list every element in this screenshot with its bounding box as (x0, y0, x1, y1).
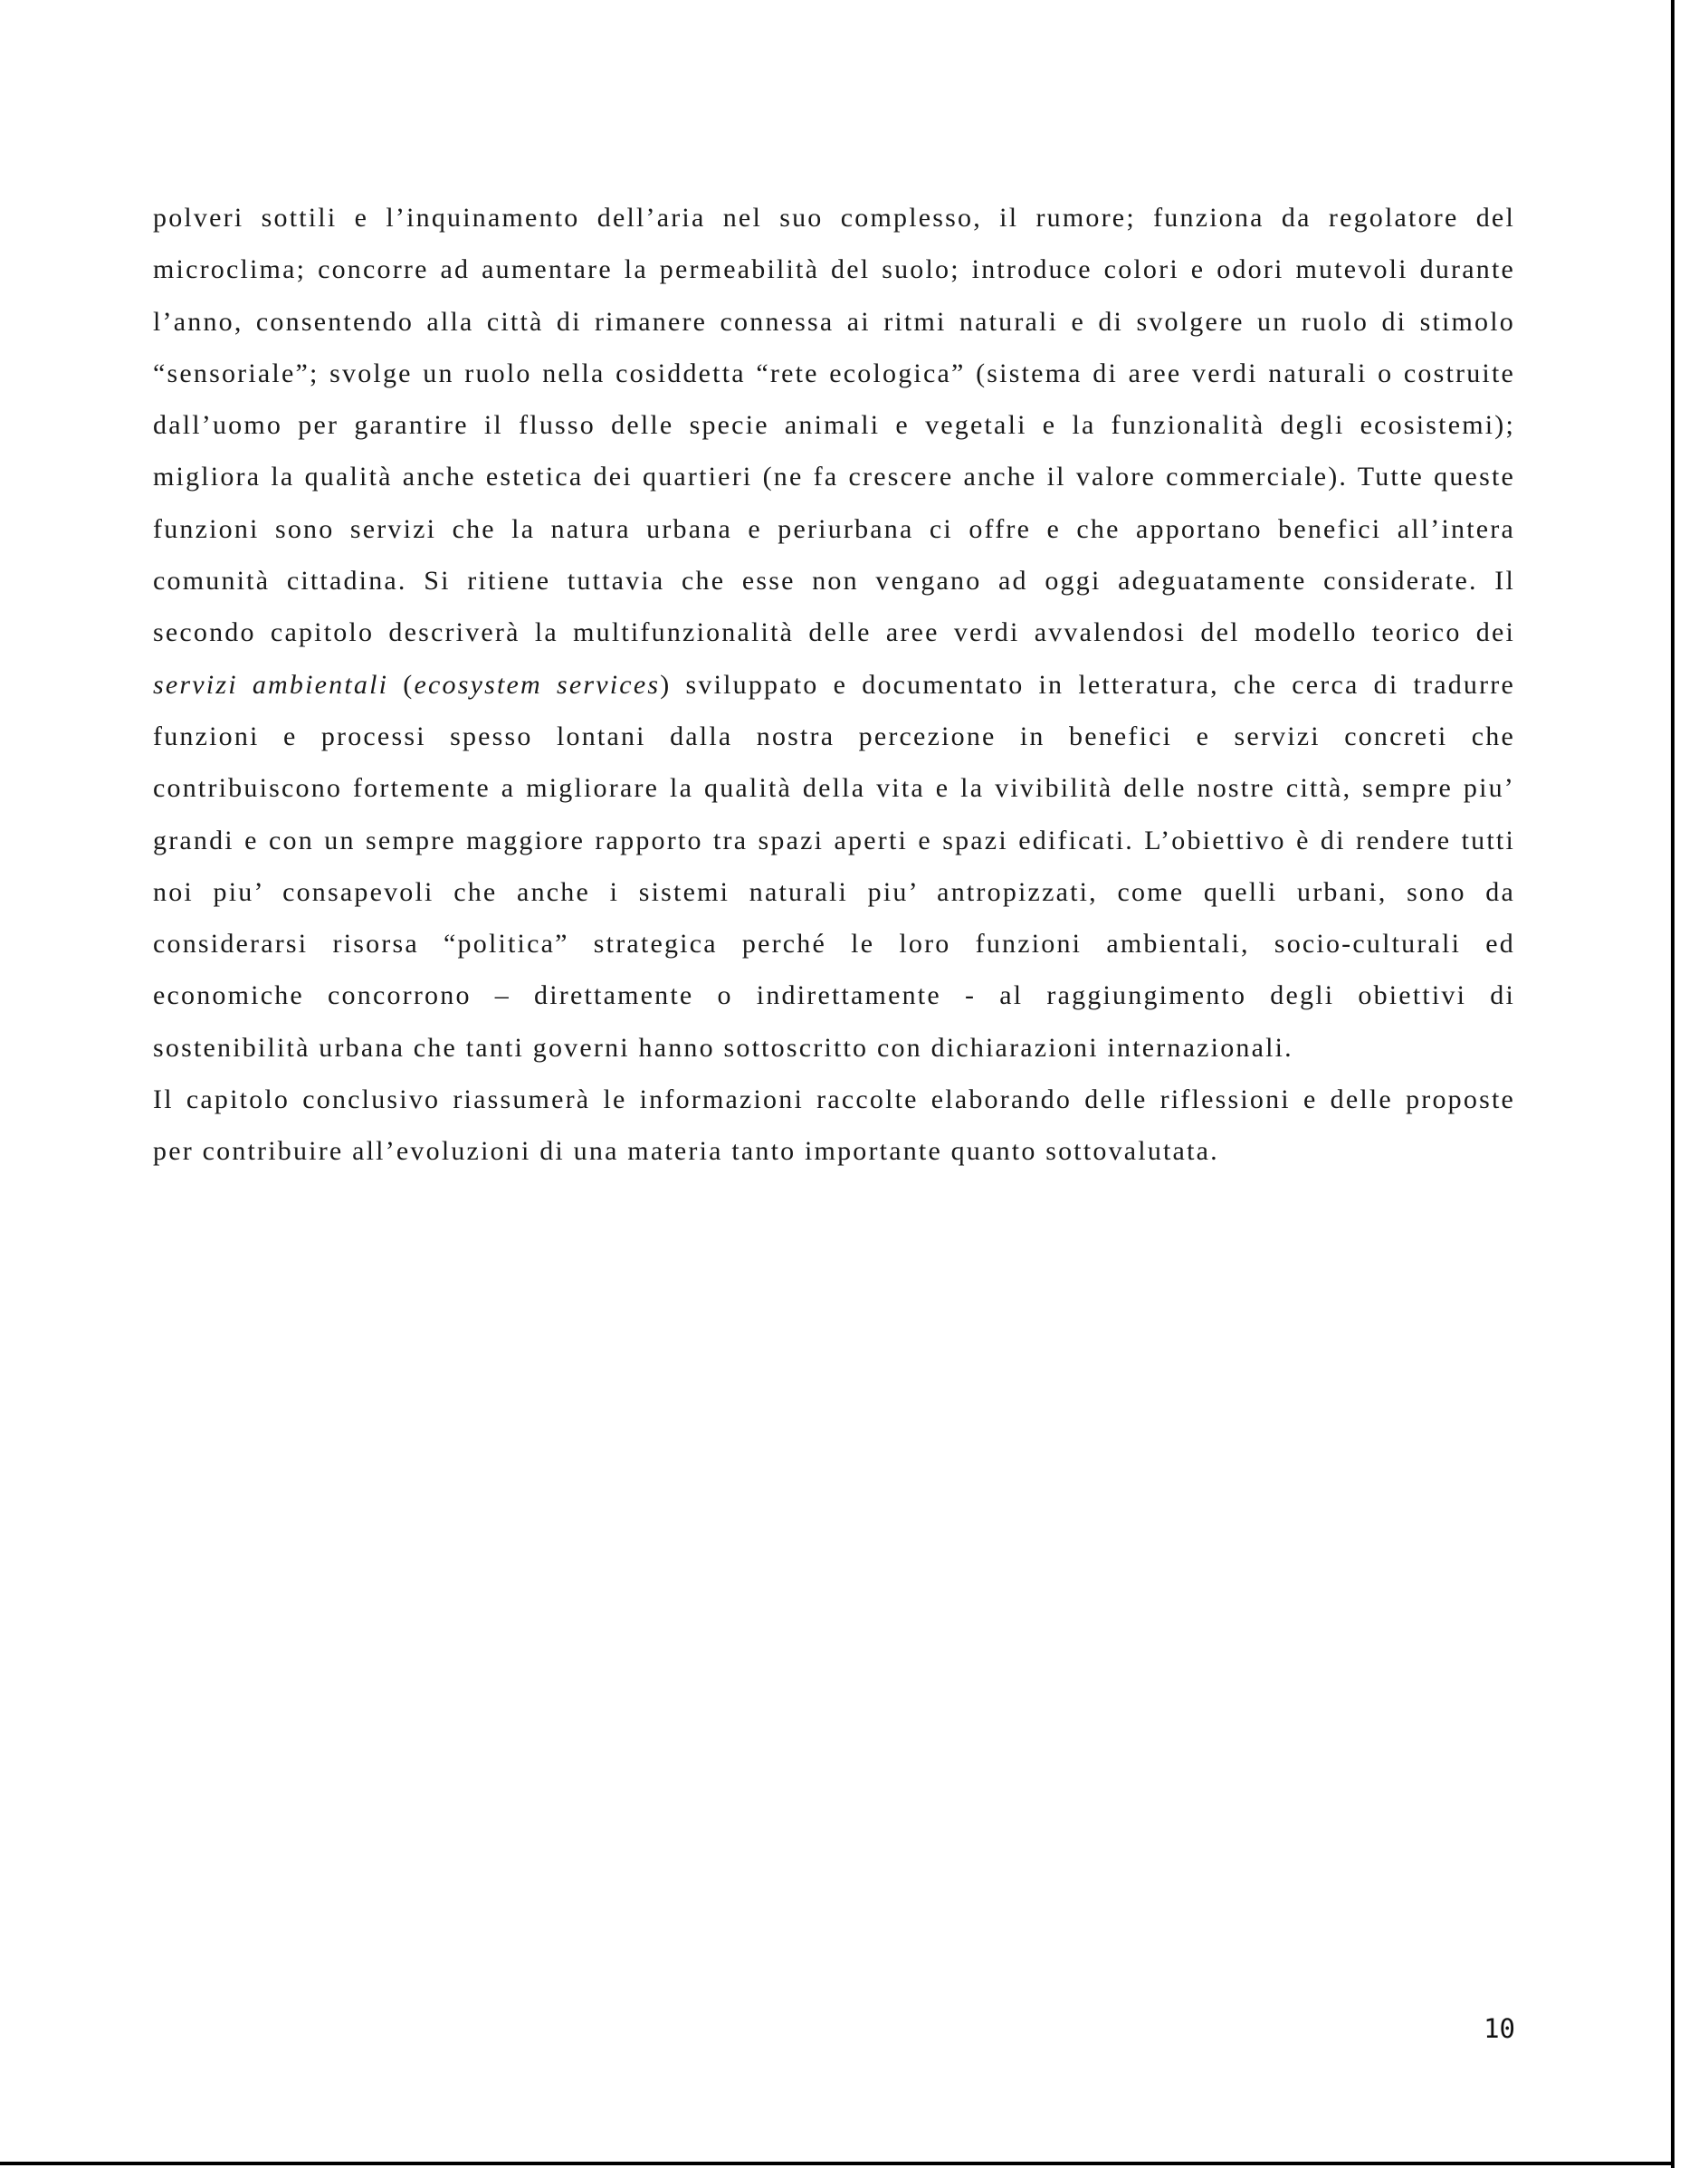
italic-term-ecosystem-services: ecosystem services (414, 669, 661, 700)
italic-term-servizi-ambientali: servizi ambientali (153, 669, 389, 700)
paragraph-2: Il capitolo conclusivo riassumerà le informazioni raccolte elaborando delle riflessioni e delle proposte per contribuire all’evoluzioni di una materia tanto importante quanto sottovalutata. (153, 1084, 1515, 1167)
paragraph-1 (153, 192, 1515, 1074)
paragraph-1-text-part-1: polveri sottili e l’inquinamento dell’aria nel suo complesso, il rumore; funziona da regolatore del microclima; concorre ad aumentare la permeabilità del suolo; introduce colori e odori mutevoli durante l’anno, consentendo alla città di rimanere connessa ai ritmi naturali e di svolgere un ruolo di stimolo “sensoriale”; svolge un ruolo nella cosiddetta “rete ecologica” (sistema di aree verdi naturali o costruite dall’uomo per garantire il flusso delle specie animali e vegetali e la funzionalità degli ecosistemi); migliora la qualità anche estetica dei quartieri (ne fa crescere anche il valore commerciale). Tutte queste funzioni sono servizi che la natura urbana e periurbana ci offre e che apportano benefici all’intera comunità cittadina. Si ritiene tuttavia che esse non vengano ad oggi adeguatamente considerate. Il secondo capitolo descriverà la multifunzionalità delle aree verdi avvalendosi del modello teorico dei (153, 203, 1515, 648)
body-text (153, 192, 1515, 1178)
paragraph-1-text-part-2: ( (388, 669, 415, 700)
page-border-right (1671, 0, 1675, 2168)
page-border-bottom (0, 2162, 1675, 2165)
page-number: 10 (1484, 2013, 1515, 2044)
paragraph-1-text-part-3: ) sviluppato e documentato in letteratura, che cerca di tradurre funzioni e processi spesso lontani dalla nostra percezione in benefici e servizi concreti che contribuiscono fortemente a migliorare la qualità della vita e la vivibilità delle nostre città, sempre piu’ grandi e con un sempre maggiore rapporto tra spazi aperti e spazi edificati. L’obiettivo è di rendere tutti noi piu’ consapevoli che anche i sistemi naturali piu’ antropizzati, come quelli urbani, sono da considerarsi risorsa “politica” strategica perché le loro funzioni ambientali, socio-culturali ed economiche concorrono – direttamente o indirettamente - al raggiungimento degli obiettivi di sostenibilità urbana che tanti governi hanno sottoscritto con dichiarazioni internazionali. (153, 669, 1516, 1063)
